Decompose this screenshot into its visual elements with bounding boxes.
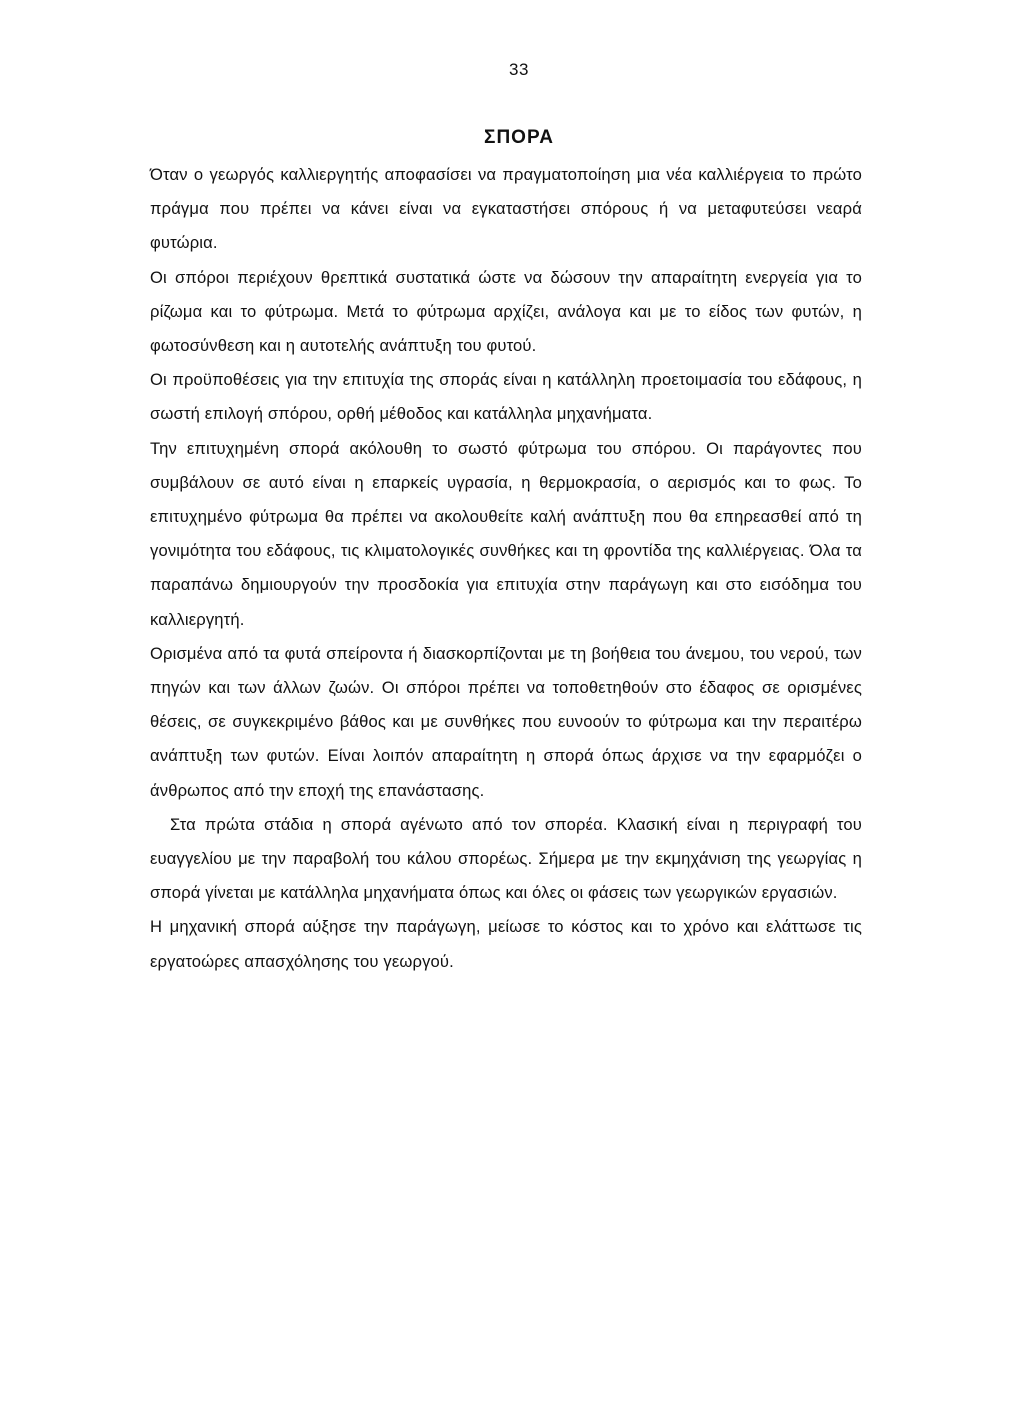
page-number: 33 <box>509 60 529 79</box>
paragraph-germination: Την επιτυχημένη σπορά ακόλουθη το σωστό φύτρωμα του σπόρου. Οι παράγοντες που συμβάλουν σε αυτό είναι η επαρκείς υγρασία, η θερμοκρασία, ο αερισμός και το φως. Το επιτυχημένο φύτρωμα θα πρέπει να ακολουθείτε καλή ανάπτυξη που θα επηρεασθεί από τη γονιμότητα του εδάφους, τις κλιματολογικές συνθήκες και τη φροντίδα της καλλιέργειας. Όλα τα παραπάνω δημιουργούν την προσδοκία για επιτυχία στην παράγωγη και στο εισόδημα του καλλιεργητή. <box>150 438 862 629</box>
page-title: ΣΠΟΡΑ <box>484 127 554 148</box>
paragraph-seeds: Οι σπόροι περιέχουν θρεπτικά συστατικά ώστε να δώσουν την απαραίτητη ενεργεία για το ρίζωμα και το φύτρωμα. Μετά το φύτρωμα αρχίζει, ανάλογα και με το είδος των φυτών, η φωτοσύνθεση και η αυτοτελής ανάπτυξη του φυτού. <box>150 267 862 356</box>
paragraph-intro: Όταν ο γεωργός καλλιεργητής αποφασίσει να πραγματοποίηση μια νέα καλλιέργεια το πρώτο πράγμα που πρέπει να κάνει είναι να εγκαταστήσει σπόρους ή να μεταφυτεύσει νεαρά φυτώρια. <box>150 165 862 253</box>
paragraph-dispersal: Ορισμένα από τα φυτά σπείροντα ή διασκορπίζονται με τη βοήθεια του άνεμου, του νερού, των πηγών και των άλλων ζωών. Οι σπόροι πρέπει να τοποθετηθούν στο έδαφος σε ορισμένες θέσεις, σε συγκεκριμένο βάθος και με συνθήκες που ευνοούν το φύτρωμα και την περαιτέρω ανάπτυξη των φυτών. Είναι λοιπόν απαραίτητη η σπορά όπως άρχισε να την εφαρμόζει ο άνθρωπος από την εποχή της επανάστασης. <box>150 643 862 800</box>
paragraph-mechanical: Η μηχανική σπορά αύξησε την παράγωγη, μείωσε το κόστος και το χρόνο και ελάττωσε τις εργατοώρες απασχόλησης του γεωργού. <box>150 917 862 971</box>
paragraph-prerequisites: Οι προϋποθέσεις για την επιτυχία της σποράς είναι η κατάλληλη προετοιμασία του εδάφους, η σωστή επιλογή σπόρου, ορθή μέθοδος και κατάλληλα μηχανήματα. <box>150 370 862 424</box>
paragraph-history: Στα πρώτα στάδια η σπορά αγένωτο από τον σπορέα. Κλασική είναι η περιγραφή του ευαγγελίου με την παραβολή του κάλου σπορέως. Σήμερα με την εκμηχάνιση της γεωργίας η σπορά γίνεται με κατάλληλα μηχανήματα όπως και όλες οι φάσεις των γεωργικών εργασιών. <box>150 814 862 903</box>
body-text <box>150 158 862 979</box>
